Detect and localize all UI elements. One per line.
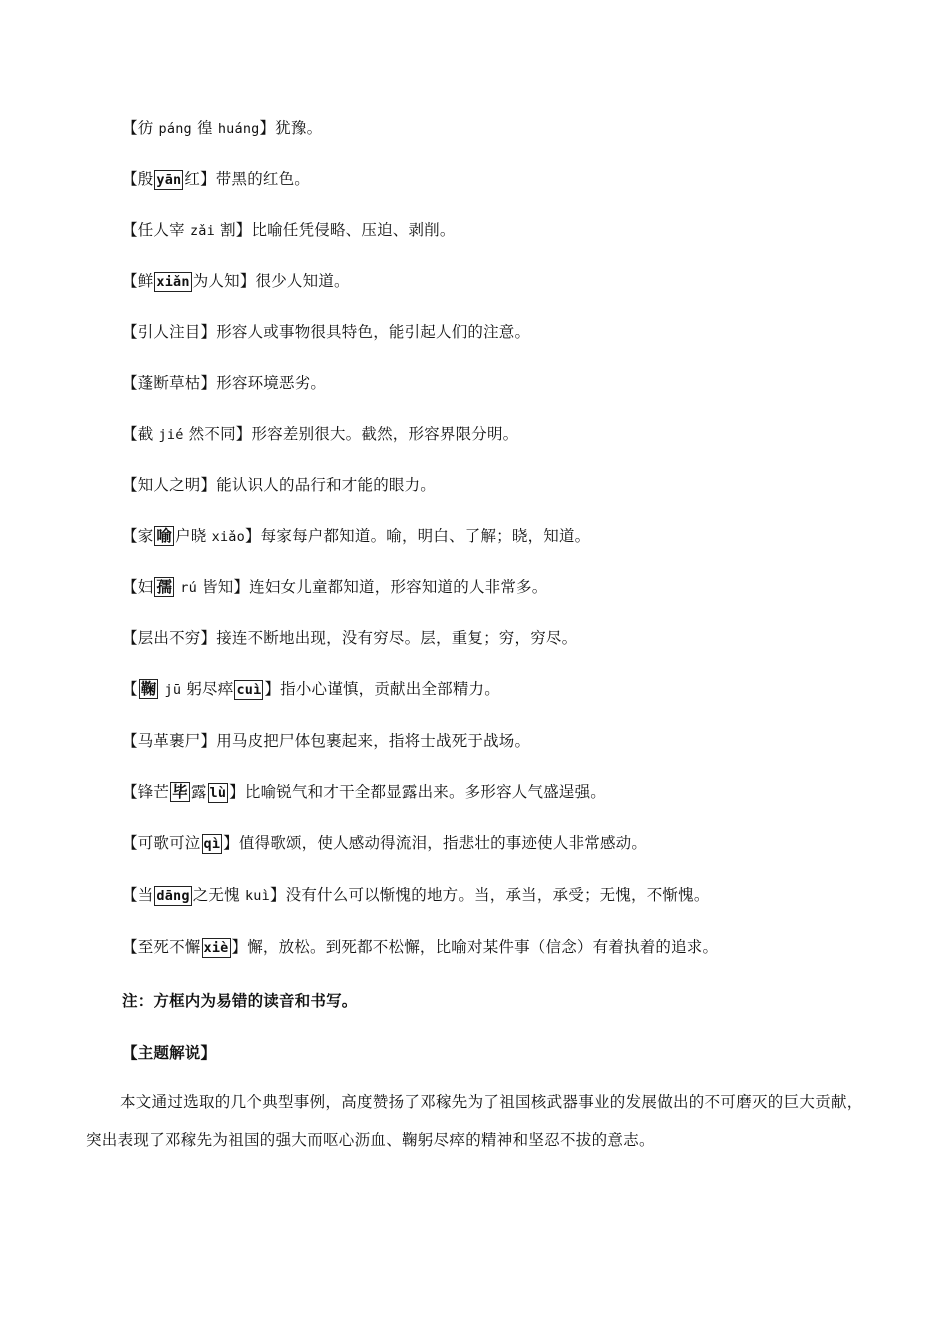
- vocab-entry: [122, 423, 518, 446]
- boxed-character: 毕: [172, 782, 188, 801]
- entry-text: 【当: [122, 886, 154, 904]
- boxed-pinyin: cuì: [236, 682, 262, 698]
- boxed-pinyin: xiǎn: [156, 274, 190, 290]
- vocab-entry: [122, 884, 710, 907]
- vocab-entry: 【层出不穷】接连不断地出现，没有穷尽。层，重复；穷，穷尽。: [122, 629, 578, 647]
- entry-text: 【锋芒: [122, 783, 170, 801]
- entry-text: 露: [190, 783, 207, 801]
- entry-text: 】懈，放松。到死都不松懈，比喻对某件事（信念）有着执着的追求。: [231, 938, 719, 956]
- boxed-pinyin: lù: [209, 785, 227, 801]
- vocab-entry: [122, 270, 350, 292]
- entry-text: 】没有什么可以惭愧的地方。当，承当，承受；无愧，不惭愧。: [269, 886, 710, 904]
- boxed-pinyin: yān: [156, 172, 182, 188]
- entry-text: 【可歌可泣: [122, 834, 201, 852]
- pinyin: jū: [164, 682, 182, 698]
- entry-text: 之无愧: [192, 886, 240, 904]
- boxed-character: 鞠: [140, 679, 157, 698]
- entry-text: 为人知】很少人知道。: [192, 272, 350, 290]
- vocab-entry: [122, 781, 606, 803]
- entry-text: 然不同】形容差别很大。截然，形容界限分明。: [188, 425, 519, 443]
- vocab-entry: [122, 936, 718, 958]
- pinyin: jié: [158, 427, 184, 443]
- vocab-entry: 【蓬断草枯】形容环境恶劣。: [122, 374, 327, 392]
- vocab-entry: [122, 168, 310, 190]
- note: 注：方框内为易错的读音和书写。: [122, 991, 358, 1010]
- entry-text: 【截: [122, 425, 154, 443]
- entry-text: 【妇: [122, 578, 154, 596]
- entry-text: 】值得歌颂，使人感动得流泪，指悲壮的事迹使人非常感动。: [223, 834, 648, 852]
- entry-text: 【殷: [122, 170, 154, 188]
- boxed-pinyin: dāng: [156, 888, 190, 904]
- entry-text: 】指小心谨慎，贡献出全部精力。: [264, 680, 500, 698]
- boxed-character: 孺: [156, 577, 173, 596]
- vocab-entry: [122, 525, 590, 548]
- vocab-entry: [122, 832, 647, 854]
- entry-text: 躬尽瘁: [186, 680, 234, 698]
- pinyin: xiǎo: [211, 529, 245, 545]
- entry-text: 】比喻锐气和才干全都显露出来。多形容人气盛逞强。: [229, 783, 606, 801]
- vocab-entry: 【马革裹尸】用马皮把尸体包裹起来，指将士战死于战场。: [122, 732, 531, 750]
- vocab-entry: [122, 117, 322, 140]
- entry-text: 】犹豫。: [259, 119, 323, 137]
- vocab-entry: [122, 219, 456, 242]
- section-heading: 【主题解说】: [122, 1043, 217, 1062]
- entry-text: 红】带黑的红色。: [184, 170, 310, 188]
- entry-text: 【家: [122, 527, 154, 545]
- entry-text: 【至死不懈: [122, 938, 201, 956]
- entry-text: 徨: [197, 119, 213, 137]
- entry-text: 】每家每户都知道。喻，明白、了解；晓，知道。: [244, 527, 591, 545]
- entry-text: 【任人宰: [122, 221, 185, 239]
- boxed-pinyin: qì: [203, 836, 221, 852]
- pinyin: kuì: [244, 888, 270, 904]
- entry-text: 【: [122, 680, 138, 698]
- entry-text: 割】比喻任凭侵略、压迫、剥削。: [220, 221, 456, 239]
- vocab-entry: 【引人注目】形容人或事物很具特色，能引起人们的注意。: [122, 323, 531, 341]
- vocab-entry: [122, 576, 547, 599]
- boxed-pinyin: xiè: [203, 940, 229, 956]
- entry-text: 【鲜: [122, 272, 154, 290]
- entry-text: 皆知】连妇女儿童都知道，形容知道的人非常多。: [202, 578, 548, 596]
- vocab-entry: [122, 678, 500, 701]
- vocab-entry: 【知人之明】能认识人的品行和才能的眼力。: [122, 476, 437, 494]
- theme-paragraph: 本文通过选取的几个典型事例，高度赞扬了邓稼先为了祖国核武器事业的发展做出的不可磨灭的巨大贡献，突出表现了邓稼先为祖国的强大而呕心沥血、鞠躬尽瘁的精神和坚忍不拔的意志。: [86, 1093, 863, 1149]
- boxed-character: 喻: [156, 526, 173, 545]
- pinyin: páng: [158, 121, 192, 137]
- pinyin: zǎi: [189, 223, 215, 239]
- entry-text: 【彷: [122, 119, 154, 137]
- pinyin: rú: [180, 580, 197, 596]
- pinyin: huáng: [217, 121, 260, 137]
- entry-text: 户晓: [175, 527, 207, 545]
